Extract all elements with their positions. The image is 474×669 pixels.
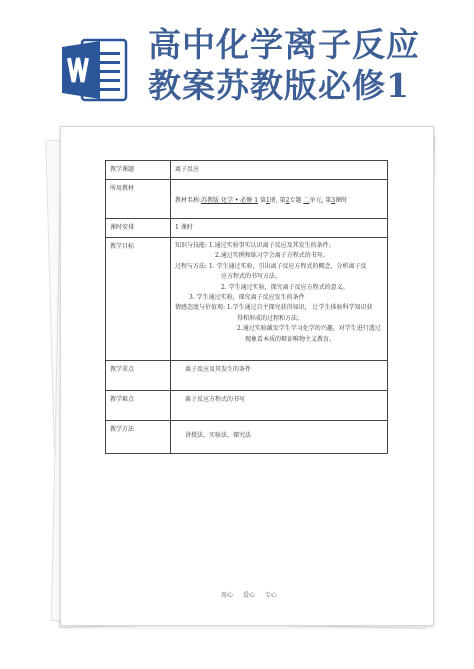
footer-text: 用心 bbox=[221, 592, 234, 599]
table-row-method bbox=[106, 421, 388, 454]
table-row-goals bbox=[106, 238, 388, 361]
document-title-line-2: 教案苏教版必修1 bbox=[148, 66, 410, 105]
table-row-subject bbox=[106, 161, 388, 180]
word-icon bbox=[60, 34, 132, 106]
textbook-unit: 二 bbox=[303, 197, 310, 204]
difficulty-value: 离子反应方程式的书写 bbox=[171, 391, 388, 421]
textbook-value: 教材名称:苏教版 化学 • 必修 1 第1册, 第2专题 二单元, 第3课时 bbox=[171, 180, 388, 219]
focus-value: 离子反应及其发生的条件 bbox=[171, 361, 388, 391]
textbook-name: 苏教版 化学 • 必修 1 bbox=[201, 197, 259, 204]
lesson-plan-table bbox=[105, 160, 388, 454]
table-row-difficulty bbox=[106, 391, 388, 421]
goal-line: 得和形成的过程和方法。 bbox=[237, 314, 304, 322]
textbook-volume: 1 bbox=[265, 197, 270, 204]
goal-line: 应方程式的书写方法。 bbox=[221, 273, 282, 281]
goal-line: 3. 学生通过实验，探究离子反应发生的条件 bbox=[189, 294, 305, 302]
textbook-lesson: 3 bbox=[331, 197, 336, 204]
time-label: 课时安排 bbox=[106, 219, 171, 238]
table-row-focus bbox=[106, 361, 388, 391]
goal-line: 2.通过实验激发学生学习化学的兴趣，对学生进行透过 bbox=[237, 325, 381, 333]
subject-value: 离子反应 bbox=[171, 161, 388, 180]
method-value: 讲授法、实验法、探究法 bbox=[171, 421, 388, 454]
method-label: 教学方法 bbox=[106, 421, 171, 454]
goal-line: 知识与技能: 1.通过实验事实认识离子反应及其发生的条件。 bbox=[175, 242, 335, 249]
table-row-time bbox=[106, 219, 388, 238]
textbook-topic: 2 bbox=[285, 197, 290, 204]
textbook-label: 所用教材 bbox=[106, 180, 171, 219]
page-footer bbox=[221, 590, 285, 599]
goal-line: 现象看本质的辩证唯物主义教育。 bbox=[245, 335, 336, 343]
header bbox=[0, 0, 474, 118]
focus-label: 教学重点 bbox=[106, 361, 171, 391]
goal-line: 2. 学生通过实验，探究离子反应方程式的意义。 bbox=[221, 283, 349, 291]
difficulty-label: 教学难点 bbox=[106, 391, 171, 421]
footer-text: 爱心 bbox=[242, 592, 255, 599]
goals-value bbox=[171, 238, 388, 361]
goal-line: 过程与方法: 1. 学生通过实验，引出离子反应方程式的概念，分析离子反 bbox=[175, 262, 367, 270]
time-value: 1 课时 bbox=[171, 219, 388, 238]
goal-line: 2.通过实例和练习学会离子方程式的书写。 bbox=[215, 252, 329, 260]
document-title bbox=[148, 24, 468, 106]
goal-line: 情感态度与价值观: 1.学生通过自主探究获得知识， 让学生体验科学知识获 bbox=[175, 304, 373, 312]
document-page bbox=[60, 126, 434, 626]
document-title-line-1: 高中化学离子反应 bbox=[148, 25, 420, 64]
goals-label: 教学目标 bbox=[106, 238, 171, 361]
subject-label: 教学课题 bbox=[106, 161, 171, 180]
table-row-textbook bbox=[106, 180, 388, 219]
footer-text: 专心 bbox=[264, 592, 277, 599]
